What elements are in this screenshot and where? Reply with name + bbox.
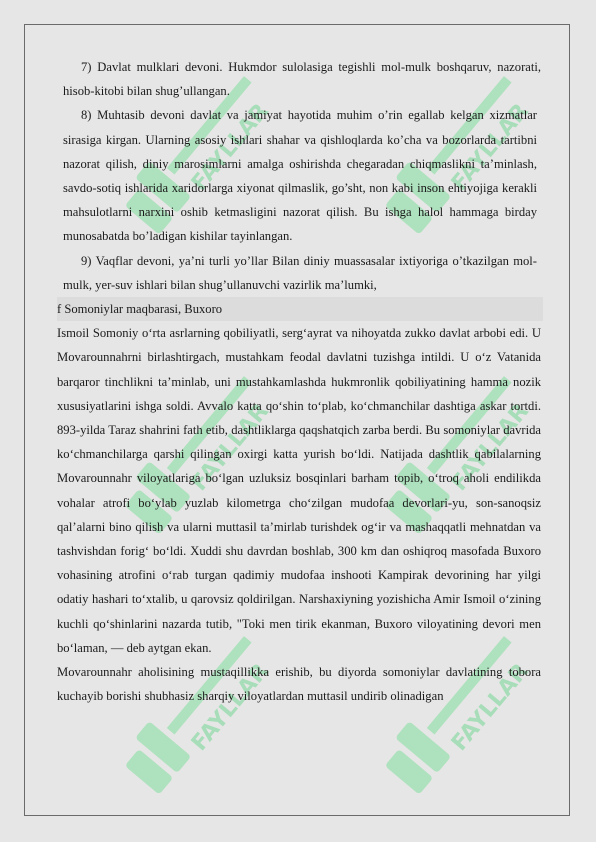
paragraph-movarounnahr: Movarounnahr aholisining mustaqillikka erishib, bu diyorda somoniylar davlatining tobora kuchayib borishi shubhasiz sharqiy viloyatlardan muttasil undirib olinadigan (57, 665, 541, 704)
svg-text:FAYLLAR: FAYLLAR (186, 399, 274, 496)
document-page (24, 24, 570, 816)
paragraph-ismoil-somoniy: Ismoil Somoniy o‘rta asrlarning qobiliyatli, serg‘ayrat va nihoyatda zukko davlat arbobi edi. U Movarounnahrni birlashtirgach, mustahkam feodal davlatni tuzishga intildi. U o‘z Vatanida barqaror tinchlikni ta’minlab, uni mustahkamlashda hukmronlik qobiliyatining hamma nozik xususiyatlarini ishga soldi. Avvalo katta qo‘shin to‘plab, ko‘chmanchilar dashtiga askar tortdi. 893-yilda Taraz shahrini fath etib, dashtliklarga qaqshatqich zarba berdi. Bu somoniylar davrida ko‘chmanchilarga qarshi qilingan oxirgi katta yurish bo‘ldi. Natijada dashtlik qabilalarning Movarounnahr viloyatlariga bo‘lgan uzluksiz bosqinlari barham topib, o‘troq aholi endilikda vohalar atrofi bo‘ylab yuzlab kilometrga cho‘zilgan mudofaa devorlari-yu, son-sanoqsiz qal’alarni bino qilish va ularni muttasil ta’mirlab turishdek og‘ir va mashaqqatli mehnatdan va tashvishdan forig‘ bo‘ldi. Xuddi shu davrdan boshlab, 300 km dan oshiqroq masofada Buxoro vohasining atrofini o‘rab turgan qadimiy mudofaa inshooti Kampirak devorining har yilgi odatiy hashari to‘xtalib, u qarovsiz qoldirilgan. Narshaxiyning yozishicha Amir Ismoil o‘zining kuchli qo‘shinlarini nazarda tutib, "Toki men tirik ekanman, Buxoro viloyatining devori men bo‘laman, — deb aytgan ekan. (57, 326, 541, 655)
svg-text:FAYLLAR: FAYLLAR (186, 659, 274, 756)
paragraph-muhtasib: 8) Muhtasib devoni davlat va jamiyat hayotida muhim o’rin egallab kelgan xizmatlar sirasiga kirgan. Ularning asosiy ishlari shahar va qishloqlarda ko’cha va bozorlarda tartibni nazorat qilish, diniy marosimlarni amalga oshirishda chegaradan chiqmaslikni ta’minlash, savdo-sotiq ishlarida xaridorlarga xiyonat qilmaslik, go’sht, non kabi inson ehtiyojiga kerakli mahsulotlarni narxini oshib ketmasligini nazorat qilish. Bu ishga halol hammaga birday munosabatda bo’ladigan kishilar tayinlangan. (63, 108, 537, 244)
paragraph-vaqflar: 9) Vaqflar devoni, ya’ni turli yo’llar Bilan diniy muassasalar ixtiyoriga o’tkazilgan mol-mulk, yer-suv ishlari bilan shug’ullanuvchi vazirlik ma’lumki, (63, 253, 537, 292)
svg-text:FAYLLAR: FAYLLAR (446, 99, 534, 196)
svg-text:FAYLLAR: FAYLLAR (186, 99, 274, 196)
svg-text:FAYLLAR: FAYLLAR (446, 399, 534, 496)
document-body (57, 55, 541, 708)
svg-text:FAYLLAR: FAYLLAR (446, 659, 534, 756)
paragraph-davlat-mulklari: 7) Davlat mulklari devoni. Hukmdor sulolasiga tegishli mol-mulk boshqaruv, nazorati, hisob-kitobi bilan shug’ullangan. (63, 60, 541, 99)
section-heading: f Somoniylar maqbarasi, Buxoro (57, 297, 543, 321)
